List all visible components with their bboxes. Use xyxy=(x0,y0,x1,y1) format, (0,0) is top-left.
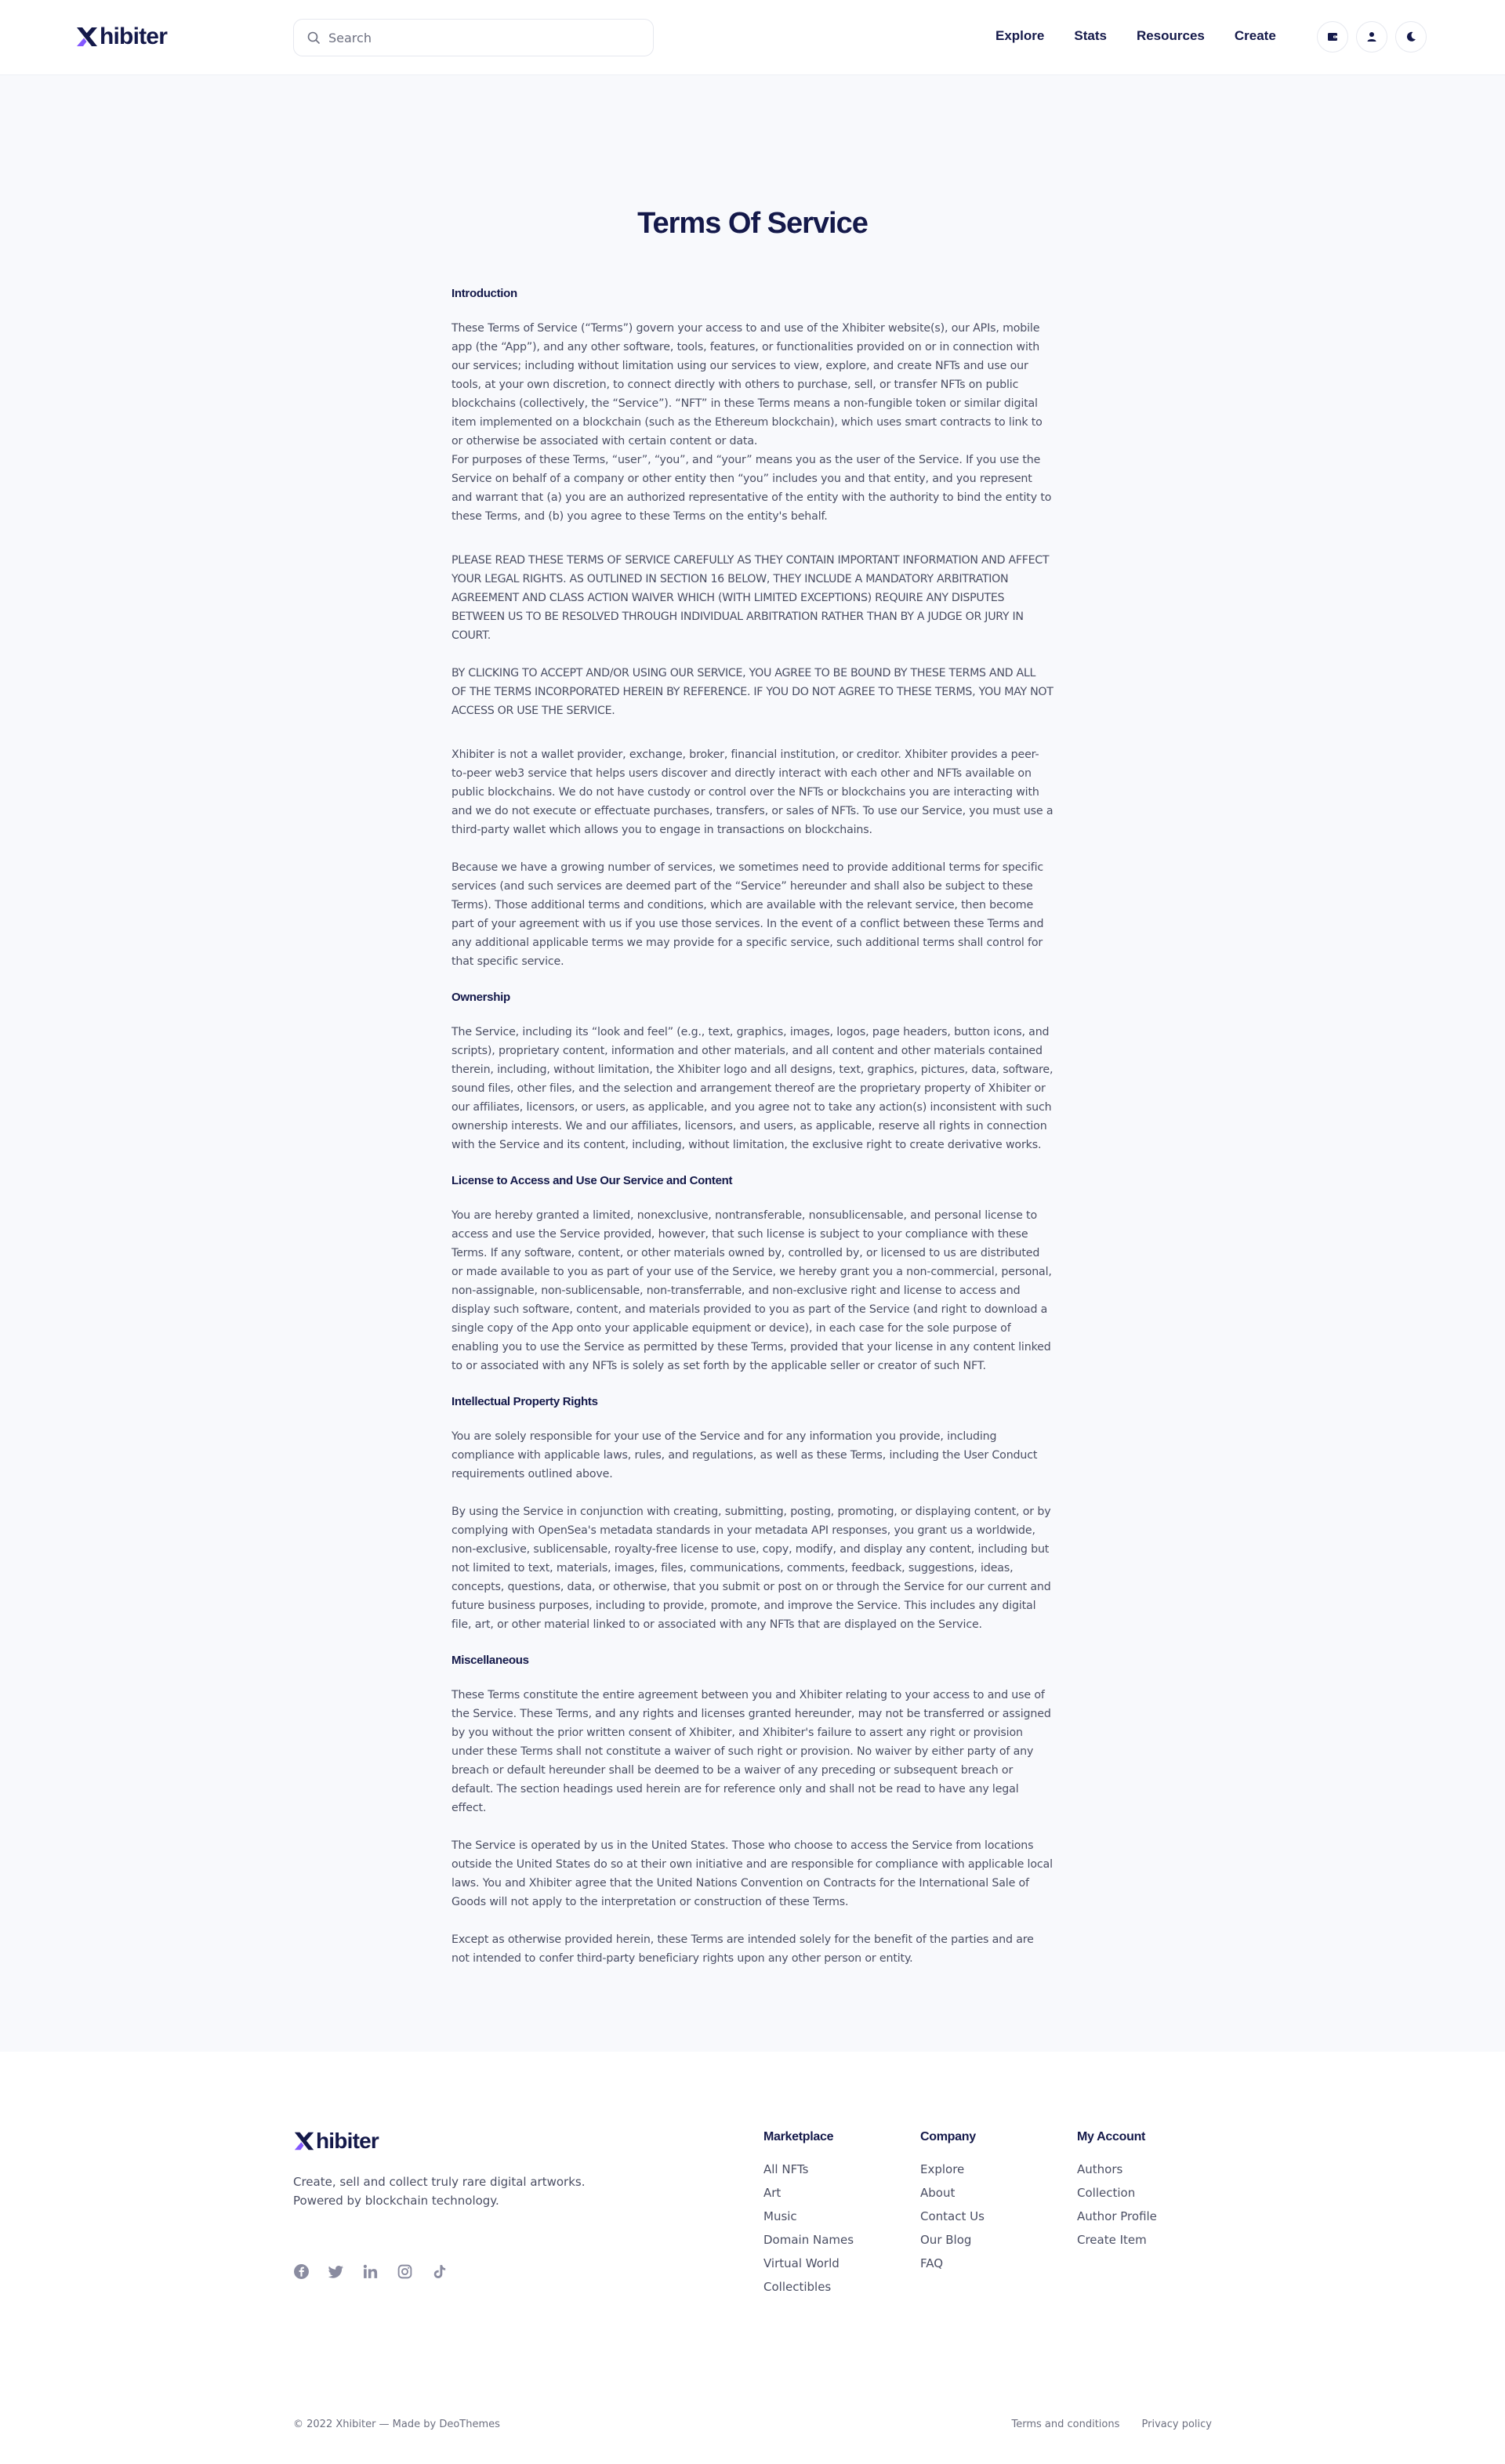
paragraph: Because we have a growing number of services, we sometimes need to provide additional terms for specific services (and such services are deemed part of the “Service” hereunder and shall also be subject to these Terms). Those additional terms and conditions, which are available with the relevant service, then become part of your agreement with us if you use those services. In the event of a conflict between these Terms and any additional applicable terms we may provide for a specific service, such additional terms shall control for that specific service. xyxy=(452,861,1044,968)
footer-column-title: Marketplace xyxy=(763,2130,834,2143)
search-icon xyxy=(306,31,321,45)
footer-tagline: Create, sell and collect truly rare digital artworks. Powered by blockchain technology. xyxy=(293,2175,586,2208)
paragraph: These Terms constitute the entire agreement between you and Xhibiter relating to your access to and use of the Service. These Terms, and any rights and licenses granted hereunder, may not be transferred or assigned by you without the prior written consent of Xhibiter, and Xhibiter's failure to assert any right or provision under these Terms shall not constitute a waiver of such right or provision. No waiver by either party of any breach or default hereunder shall be deemed to be a waiver of any preceding or subsequent breach or default. The section headings used herein are for reference only and shall not be read to have any legal effect. xyxy=(452,1689,1051,1814)
footer-link[interactable]: Music xyxy=(763,2209,797,2223)
paragraph: Xhibiter is not a wallet provider, exchange, broker, financial institution, or creditor. Xhibiter provides a peer-to-peer web3 service that helps users discover and directly interact with each other and NFTs available on public blockchains. We do not have custody or control over the NFTs or blockchains you are interacting with and we do not execute or effectuate purchases, transfers, or sales of NFTs. To use our Service, you must use a third-party wallet which allows you to engage in transactions on blockchains. xyxy=(452,748,1054,836)
copyright-text: © 2022 Xhibiter — Made by DeoThemes xyxy=(293,2419,500,2430)
linkedin-icon xyxy=(362,2263,379,2280)
footer-column-company xyxy=(920,2130,985,2279)
footer-link[interactable]: Our Blog xyxy=(920,2233,972,2247)
footer-link[interactable]: Domain Names xyxy=(763,2233,854,2247)
wallet-icon xyxy=(1326,31,1339,43)
footer-link[interactable]: Virtual World xyxy=(763,2256,840,2270)
terms-main xyxy=(0,75,1505,2052)
paragraph: The Service is operated by us in the United States. Those who choose to access the Service from locations outside the United States do so at their own initiative and are responsible for compliance with applicable local laws. You and Xhibiter agree that the United Nations Convention on Contracts for the International Sale of Goods will not apply to the interpretation or construction of these Terms. xyxy=(452,1839,1053,1908)
footer-column-marketplace xyxy=(763,2130,854,2303)
footer-link[interactable]: About xyxy=(920,2186,956,2200)
section-ownership xyxy=(452,990,1054,1154)
section-miscellaneous xyxy=(452,1653,1054,1968)
section-intellectual-property xyxy=(452,1394,1054,1634)
tiktok-link[interactable] xyxy=(431,2263,448,2280)
footer-link[interactable]: Art xyxy=(763,2186,782,2200)
paragraph: You are solely responsible for your use of the Service and for any information you provide, including compliance with applicable laws, rules, and regulations, as well as these Terms, including the User Conduct requirements outlined above. xyxy=(452,1430,1038,1480)
user-icon xyxy=(1365,31,1378,43)
paragraph: By using the Service in conjunction with creating, submitting, posting, promoting, or displaying content, or by complying with OpenSea's metadata standards in your metadata API responses, you grant us a worldwide, non-exclusive, sublicensable, royalty-free license to use, copy, modify, and display any content, including but not limited to text, materials, images, files, communications, comments, feedback, suggestions, ideas, concepts, questions, data, or otherwise, that you submit or post on or through the Service for our current and future business purposes, including to provide, promote, and improve the Service. This includes any digital file, art, or other material linked to or associated with any NFTs that are displayed on the Service. xyxy=(452,1506,1051,1631)
footer-link[interactable]: Author Profile xyxy=(1077,2209,1157,2223)
footer-link[interactable]: Explore xyxy=(920,2162,965,2176)
linkedin-link[interactable] xyxy=(362,2263,379,2280)
section-heading: Miscellaneous xyxy=(452,1654,529,1667)
instagram-icon xyxy=(397,2263,413,2280)
nav-stats[interactable]: Stats xyxy=(1074,28,1107,43)
social-links xyxy=(293,2263,448,2280)
footer-column-title: My Account xyxy=(1077,2130,1146,2143)
site-logo[interactable] xyxy=(75,24,167,50)
privacy-link[interactable]: Privacy policy xyxy=(1141,2419,1212,2430)
logo-text: hibiter xyxy=(100,24,168,49)
profile-button[interactable] xyxy=(1356,21,1387,53)
search-input[interactable] xyxy=(328,31,626,45)
terms-link[interactable]: Terms and conditions xyxy=(1011,2419,1120,2430)
terms-content xyxy=(452,286,1054,1968)
paragraph: BY CLICKING TO ACCEPT AND/OR USING OUR SERVICE, YOU AGREE TO BE BOUND BY THESE TERMS AND ALL OF THE TERMS INCORPORATED HEREIN BY REFERENCE. IF YOU DO NOT AGREE TO THESE TERMS, YOU MAY NOT ACCESS OR USE THE SERVICE. xyxy=(452,667,1054,717)
section-heading: License to Access and Use Our Service and Content xyxy=(452,1174,733,1187)
site-footer xyxy=(0,2052,1505,2464)
moon-icon xyxy=(1405,31,1417,43)
tiktok-icon xyxy=(431,2263,448,2280)
theme-toggle-button[interactable] xyxy=(1395,21,1427,53)
footer-link[interactable]: Collectibles xyxy=(763,2280,832,2294)
footer-link[interactable]: Authors xyxy=(1077,2162,1123,2176)
paragraph: The Service, including its “look and feel” (e.g., text, graphics, images, logos, page headers, button icons, and scripts), proprietary content, information and other materials, and all content and other materials contained therein, including, without limitation, the Xhibiter logo and all designs, text, graphics, pictures, data, software, sound files, other files, and the selection and arrangement thereof are the proprietary property of Xhibiter or our affiliates, licensors, or users, as applicable, and you agree not to take any action(s) inconsistent with such ownership interests. We and our affiliates, licensors, and users, as applicable, reserve all rights in connection with the Service and its content, including, without limitation, the exclusive right to create derivative works. xyxy=(452,1026,1054,1151)
nav-explore[interactable]: Explore xyxy=(995,28,1045,43)
paragraph: These Terms of Service (“Terms”) govern your access to and use of the Xhibiter website(s), our APIs, mobile app (the “App”), and any other software, tools, features, or functionalities provided on or in connection with our services; including without limitation using our services to view, explore, and create NFTs and use our tools, at your own discretion, to connect directly with others to purchase, sell, or transfer NFTs on public blockchains (collectively, the “Service”). “NFT” in these Terms means a non-fungible token or similar digital item implemented on a blockchain (such as the Ethereum blockchain), which uses smart contracts to link to or otherwise be associated with certain content or data. xyxy=(452,322,1043,448)
logo-x-icon xyxy=(293,2130,315,2152)
main-nav xyxy=(995,28,1306,44)
logo-x-icon xyxy=(75,25,99,49)
footer-column-title: Company xyxy=(920,2130,976,2143)
section-license xyxy=(452,1173,1054,1375)
page-title: Terms Of Service xyxy=(637,207,868,240)
wallet-button[interactable] xyxy=(1317,21,1348,53)
nav-resources[interactable]: Resources xyxy=(1136,28,1205,43)
footer-logo[interactable] xyxy=(293,2129,379,2154)
paragraph: For purposes of these Terms, “user”, “you”, and “your” means you as the user of the Service. If you use the Service on behalf of a company or other entity then “you” includes you and that entity, and you represent and warrant that (a) you are an authorized representative of the entity with the authority to bind the entity to these Terms, and (b) you agree to these Terms on the entity's behalf. xyxy=(452,454,1052,523)
legal-links xyxy=(992,2419,1212,2430)
footer-link[interactable]: FAQ xyxy=(920,2256,944,2270)
paragraph: You are hereby granted a limited, nonexclusive, nontransferable, nonsublicensable, and personal license to access and use the Service provided, however, that such license is subject to your compliance with these Terms. If any software, content, or other materials owned by, controlled by, or licensed to us are distributed or made available to you as part of your use of the Service, we hereby grant you a non-commercial, personal, non-assignable, non-sublicensable, non-transferrable, and non-exclusive right and license to access and display such software, content, and materials provided to you as part of the Service (and right to download a single copy of the App onto your applicable equipment or device), in each case for the sole purpose of enabling you to use the Service as permitted by these Terms, provided that your license in any content linked to or associated with any NFTs is solely as set forth by the applicable seller or creator of such NFT. xyxy=(452,1209,1052,1372)
section-heading: Intellectual Property Rights xyxy=(452,1395,598,1408)
footer-column-my-account xyxy=(1077,2130,1157,2256)
header-actions xyxy=(1317,21,1427,53)
footer-link[interactable]: Create Item xyxy=(1077,2233,1147,2247)
search-box[interactable] xyxy=(293,19,654,56)
facebook-link[interactable] xyxy=(293,2263,310,2280)
facebook-icon xyxy=(293,2263,310,2280)
section-introduction xyxy=(452,286,1054,971)
paragraph: Except as otherwise provided herein, these Terms are intended solely for the benefit of the parties and are not intended to confer third-party beneficiary rights upon any other person or entity. xyxy=(452,1933,1034,1965)
site-header xyxy=(0,0,1505,75)
section-heading: Introduction xyxy=(452,287,517,300)
section-heading: Ownership xyxy=(452,991,510,1004)
footer-bottom-bar xyxy=(293,2419,1212,2430)
footer-link[interactable]: All NFTs xyxy=(763,2162,809,2176)
instagram-link[interactable] xyxy=(397,2263,413,2280)
footer-link[interactable]: Collection xyxy=(1077,2186,1136,2200)
nav-create[interactable]: Create xyxy=(1234,28,1276,43)
twitter-icon xyxy=(328,2263,344,2280)
twitter-link[interactable] xyxy=(328,2263,344,2280)
footer-link[interactable]: Contact Us xyxy=(920,2209,985,2223)
logo-text: hibiter xyxy=(316,2129,379,2153)
paragraph: PLEASE READ THESE TERMS OF SERVICE CAREFULLY AS THEY CONTAIN IMPORTANT INFORMATION AND AFFECT YOUR LEGAL RIGHTS. AS OUTLINED IN SECTION 16 BELOW, THEY INCLUDE A MANDATORY ARBITRATION AGREEMENT AND CLASS ACTION WAIVER WHICH (WITH LIMITED EXCEPTIONS) REQUIRE ANY DISPUTES BETWEEN US TO BE RESOLVED THROUGH INDIVIDUAL ARBITRATION RATHER THAN BY A JUDGE OR JURY IN COURT. xyxy=(452,554,1050,642)
